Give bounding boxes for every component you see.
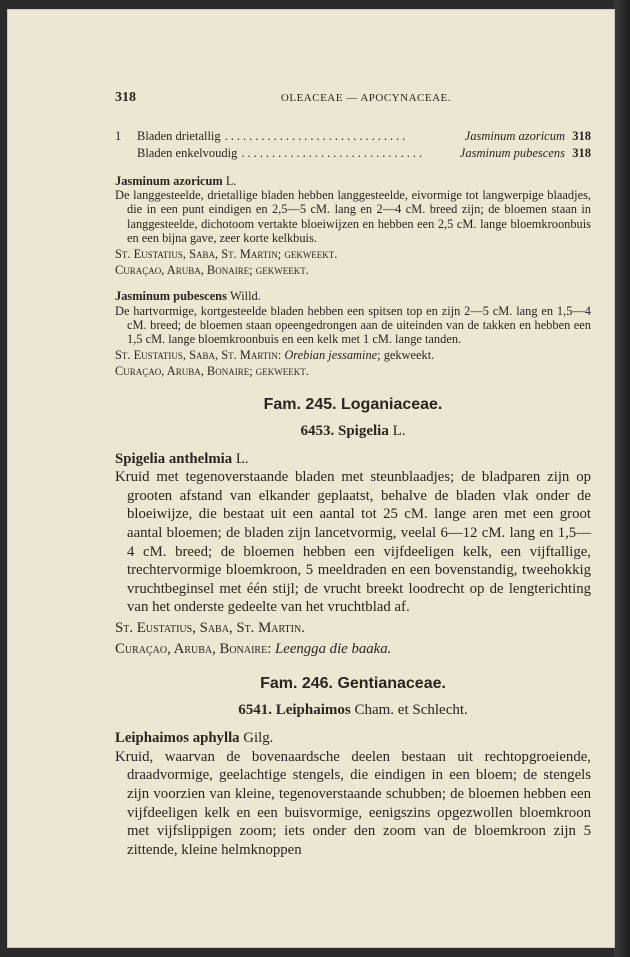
distribution-places: Curaçao, Aruba, Bonaire: (115, 640, 272, 657)
key-line (115, 128, 591, 145)
family-heading: Fam. 246. Gentianaceae. (260, 675, 446, 693)
key-number (115, 145, 137, 162)
key-number: 1 (115, 129, 122, 143)
species-name: Leiphaimos aphylla (115, 730, 240, 747)
common-name: Leengga die baaka. (275, 640, 392, 657)
key-leader-dots: .............................. (241, 146, 426, 160)
key-line (115, 145, 591, 162)
species-name: Spigelia anthelmia (115, 450, 233, 467)
genus-author: L. (392, 422, 406, 439)
species-heading (115, 729, 591, 748)
key-taxon: Jasminum pubescens (459, 146, 565, 160)
distribution-windward (115, 348, 591, 362)
page-number: 318 (115, 90, 136, 105)
genus-name: Spigelia (337, 422, 389, 439)
family-heading: Fam. 245. Loganiaceae. (263, 395, 443, 413)
key-taxon: Jasminum azoricum (464, 129, 565, 143)
species-description: De hartvormige, kortgesteelde bladen hebben een spitsen top en zijn 2—5 cM. lang en 1,5—4 cM. breed; de bloemen staan opeengedrongen aan de uiteinden van de takken en hebben een 1,5 cM. lange bloemkroonbuis en een kelk met 1 cM. lange tanden. (115, 303, 591, 347)
page-header (115, 90, 591, 106)
key-text: Bladen drietallig (137, 129, 221, 143)
book-spine-edge (614, 0, 630, 957)
genus-number: 6453. (300, 422, 335, 439)
species-entry-jasminum-azoricum (115, 174, 591, 277)
book-page (8, 10, 614, 947)
distribution-windward: St. Eustatius, Saba, St. Martin. (115, 619, 305, 636)
page-content (115, 90, 591, 859)
species-author: L. (225, 174, 237, 188)
key-leader-dots: .............................. (224, 129, 409, 143)
species-entry-spigelia-anthelmia (115, 450, 591, 659)
common-name: Orebian jessamine (284, 348, 378, 363)
key-page-ref: 318 (572, 129, 591, 143)
running-head: OLEACEAE — APOCYNACEAE. (280, 92, 451, 104)
identification-key (115, 128, 591, 162)
key-text: Bladen enkelvoudig (137, 146, 238, 160)
species-entry-jasminum-pubescens (115, 289, 591, 378)
species-description: De langgesteelde, drietallige bladen hebben langgesteelde, eivormige tot langwerpige blaadjes, die in een punt eindigen en 2,5—5 cM. lang en 2—4 cM. breed zijn; de bloemen staan in langgesteelde, dichotoom vertakte bloeiwijzen en hebben een 2,5 cM. lange bloemkroonbuis en een bijna gave, zeer korte kelkbuis. (115, 188, 591, 245)
distribution-leeward (115, 640, 591, 659)
distribution-leeward: Curaçao, Aruba, Bonaire; gekweekt. (115, 364, 309, 379)
species-author: L. (235, 450, 249, 467)
genus-heading (115, 702, 591, 719)
species-name: Jasminum azoricum (115, 174, 223, 188)
distribution-note: ; gekweekt. (377, 348, 435, 363)
distribution-leeward: Curaçao, Aruba, Bonaire; gekweekt. (115, 263, 309, 278)
genus-number: 6541. (238, 702, 272, 719)
genus-author: Cham. et Schlecht. (354, 702, 468, 719)
species-heading (115, 450, 591, 469)
species-description: Kruid, waarvan de bovenaardsche deelen bestaan uit rechtopgroeiende, draadvormige, geelachtige stengels, die eindigen in een bloem; de stengels zijn voorzien van kleine, tegenoverstaande schubben; de bloemen hebben een vijfdeeligen kelk en een buisvormige, eenigszins opgezwollen bloemkroon met vijfslippigen zoom; iets onder den zoom van de bloemkroon zijn 5 zittende, kleine helmknoppen (115, 748, 591, 858)
species-heading (115, 289, 591, 303)
species-entry-leiphaimos-aphylla (115, 729, 591, 859)
species-heading (115, 174, 591, 188)
key-page-ref: 318 (572, 146, 591, 160)
species-description: Kruid met tegenoverstaande bladen met steunblaadjes; de bladparen zijn op grooten afstand van elkander geplaatst, behalve de bladen vlak onder de bloeiwijze, die bestaat uit een aantal tot 25 cM. lange aren met een groot aantal bloemen; de bladen zijn lancetvormig, veelal 6—12 cM. lang en 1,5—4 cM. breed; de bloemen hebben een vijfdeeligen kelk, een vijftallige, trechtervormige bloemkroon, 5 meeldraden en een bovenstandig, tweehokkig vruchtbeginsel met één stijl; de vrucht breekt loodrecht op de lengterichting van het onderste gedeelte van het vruchtblad af. (115, 469, 591, 616)
distribution-places: St. Eustatius, Saba, St. Martin: (115, 348, 282, 363)
distribution-windward: St. Eustatius, Saba, St. Martin; gekweekt. (115, 247, 338, 262)
species-author: Willd. (230, 289, 261, 304)
genus-name: Leiphaimos (275, 702, 351, 719)
species-name: Jasminum pubescens (115, 289, 227, 304)
genus-heading (115, 423, 591, 440)
species-author: Gilg. (243, 730, 274, 747)
